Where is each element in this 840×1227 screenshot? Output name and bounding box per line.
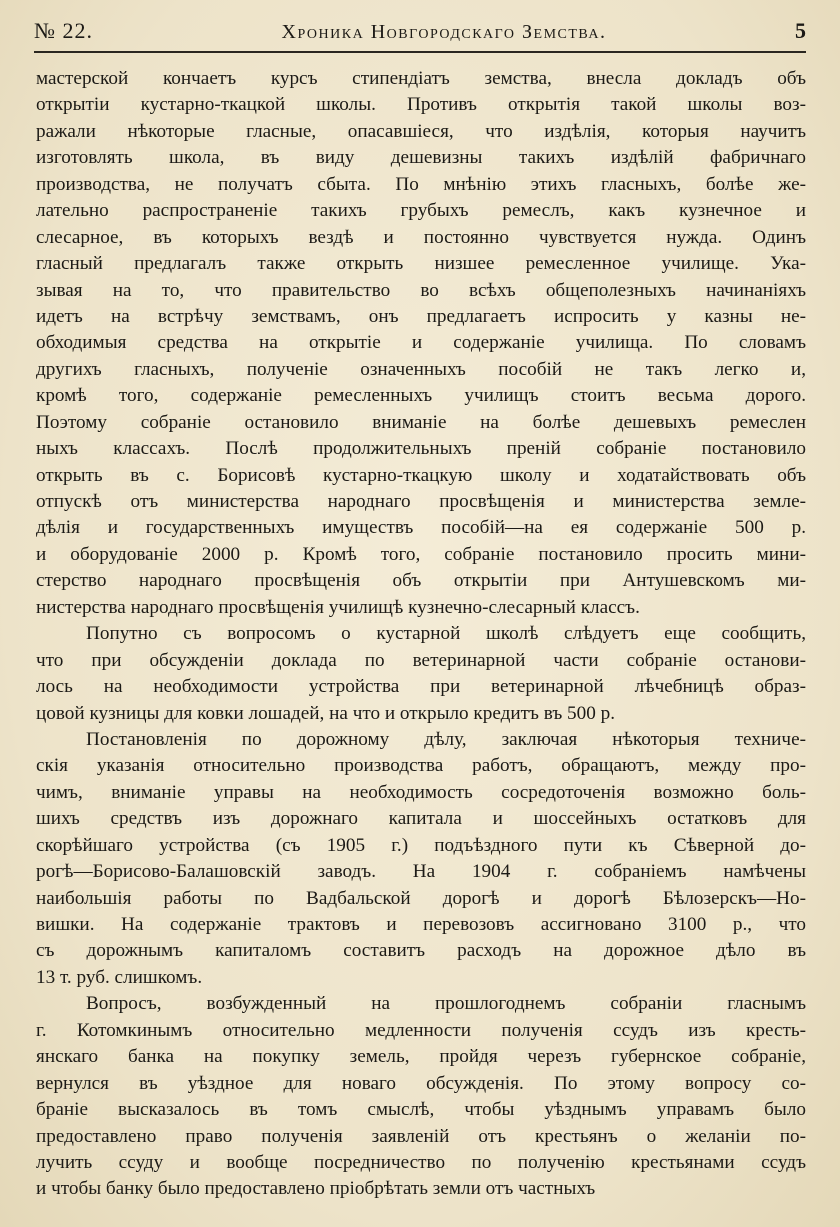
text-line: обходимыя средства на открытіе и содержаніе училища. По словамъ — [36, 332, 806, 354]
text-line: открыть въ с. Борисовѣ кустарно-ткацкую школу и ходатайствовать объ — [36, 464, 806, 486]
text-line: идетъ на встрѣчу земствамъ, онъ предлагаетъ испросить у казны не- — [36, 305, 806, 327]
text-line: мастерской кончаетъ курсъ стипендіатъ земства, внесла докладъ объ — [36, 68, 806, 89]
text-line: стерство народнаго просвѣщенія объ открытіи при Антушевскомъ ми- — [36, 570, 806, 592]
text-line: изготовлять школа, въ виду дешевизны такихъ издѣлій фабричнаго — [36, 147, 806, 169]
text-line: рогѣ—Борисово-Балашовскій заводъ. На 1904 г. собраніемъ намѣчены — [36, 861, 806, 883]
text-line: и чтобы банку было предоставлено пріобрѣтать земли отъ частныхъ — [36, 1178, 596, 1200]
text-line: открытіи кустарно-ткацкой школы. Противъ открытія такой школы воз- — [36, 94, 806, 116]
text-line: и оборудованіе 2000 р. Кромѣ того, собраніе постановило просить мини- — [36, 543, 806, 565]
paragraph — [36, 66, 806, 621]
text-line: ныхъ классахъ. Послѣ продолжительныхъ преній собраніе постановило — [36, 438, 806, 460]
text-line: скорѣйшаго устройства (съ 1905 г.) подъѣздного пути къ Сѣверной до- — [36, 834, 806, 856]
text-line: Поэтому собраніе остановило вниманіе на болѣе дешевыхъ ремеслен — [36, 411, 806, 433]
text-line: ражали нѣкоторые гласные, опасавшіеся, что издѣлія, которыя научитъ — [36, 120, 806, 142]
text-line: кромѣ того, содержаніе ремесленныхъ училищъ стоитъ весьма дорого. — [36, 385, 806, 407]
page-number: 5 — [795, 18, 806, 43]
text-line: Попутно съ вопросомъ о кустарной школѣ слѣдуетъ еще сообщить, — [86, 623, 806, 645]
text-line: шихъ средствъ изъ дорожнаго капитала и шоссейныхъ остатковъ для — [36, 808, 806, 830]
text-line: наибольшія работы по Вадбальской дорогѣ и дорогѣ Бѣлозерскъ—Но- — [36, 887, 806, 909]
text-line: 13 т. руб. слишкомъ. — [36, 966, 203, 988]
text-line: лательно распространеніе такихъ грубыхъ ремеслъ, какъ кузнечное и — [36, 200, 806, 222]
text-line: что при обсужденіи доклада по ветеринарной части собраніе останови- — [36, 649, 806, 671]
text-line: вернулся въ уѣздное для новаго обсужденія. По этому вопросу со- — [36, 1072, 806, 1094]
running-title: Хроника Новгородскаго Земства. — [281, 21, 607, 43]
text-line: чимъ, вниманіе управы на необходимость сосредоточенія возможно боль- — [36, 781, 806, 803]
text-line: предоставлено право полученія заявленій отъ крестьянъ о желаніи по- — [36, 1125, 806, 1147]
paragraph — [36, 621, 806, 727]
text-line: лучить ссуду и вообще посредничество по полученію крестьянами ссудъ — [36, 1151, 806, 1173]
text-line: производства, не получатъ сбыта. По мнѣнію этихъ гласныхъ, болѣе же- — [36, 173, 806, 195]
text-line: съ дорожнымъ капиталомъ составитъ расходъ на дорожное дѣло въ — [36, 940, 806, 962]
text-line: цовой кузницы для ковки лошадей, на что и открыло кредитъ въ 500 р. — [36, 702, 616, 724]
text-line: скія указанія относительно производства работъ, обращаютъ, между про- — [36, 755, 806, 777]
text-line: лось на необходимости устройства при ветеринарной лѣчебницѣ образ- — [36, 676, 806, 698]
text-line: отпускѣ отъ министерства народнаго просвѣщенія и министерства земле- — [36, 491, 806, 512]
text-line: дѣлія и государственныхъ имуществъ пособій—на ея содержаніе 500 р. — [36, 517, 806, 539]
paragraph — [36, 727, 806, 991]
text-line: другихъ гласныхъ, полученіе означенныхъ пособій не такъ легко и, — [36, 358, 806, 380]
issue-number: № 22. — [34, 18, 93, 43]
text-line: янскаго банка на покупку земель, пройдя черезъ губернское собраніе, — [36, 1046, 806, 1068]
text-line: нистерства народнаго просвѣщенія училищѣ кузнечно-слесарный классъ. — [36, 596, 640, 618]
text-line: гласный предлагалъ также открыть низшее ремесленное училище. Ука- — [36, 253, 806, 275]
page-header — [34, 18, 806, 50]
header-rule — [34, 51, 806, 53]
text-line: браніе высказалось въ томъ смыслѣ, чтобы уѣзднымъ управамъ было — [36, 1099, 806, 1121]
text-line: вишки. На содержаніе трактовъ и перевозовъ ассигновано 3100 р., что — [36, 914, 806, 935]
text-line: зывая на то, что правительство во всѣхъ общеполезныхъ начинаніяхъ — [36, 279, 806, 301]
text-line: г. Котомкинымъ относительно медленности полученія ссудъ изъ кресть- — [36, 1019, 806, 1041]
article-body — [36, 66, 806, 1203]
paragraph — [36, 991, 806, 1203]
text-line: Постановленія по дорожному дѣлу, заключая нѣкоторыя техниче- — [86, 728, 806, 750]
text-line: слесарное, въ которыхъ вездѣ и постоянно чувствуется нужда. Одинъ — [36, 226, 806, 248]
text-line: Вопросъ, возбужденный на прошлогоднемъ собраніи гласнымъ — [86, 993, 806, 1015]
